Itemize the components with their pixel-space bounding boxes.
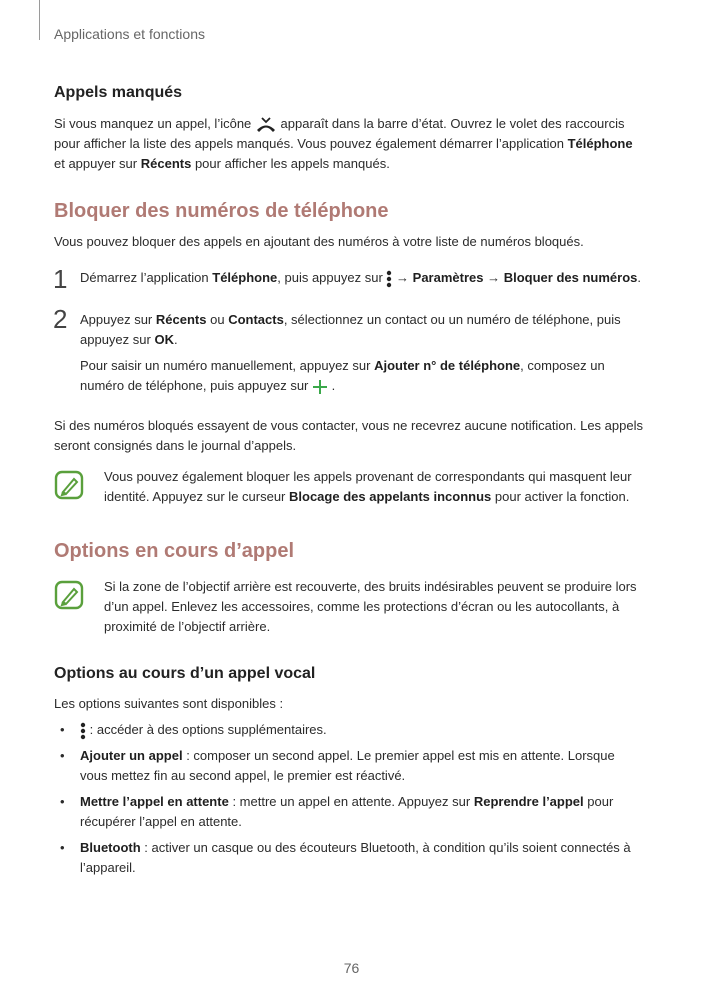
call-options-title: Options en cours d’appel	[54, 540, 295, 562]
note-icon	[54, 470, 84, 505]
step-1-text: Démarrez l’application Téléphone, puis appuyez sur → Paramètres → Bloquer des numéros.	[80, 270, 641, 285]
block-intro: Vous pouvez bloquer des appels en ajoutant des numéros à votre liste de numéros bloqués.	[54, 234, 584, 249]
block-numbers-title: Bloquer des numéros de téléphone	[54, 200, 389, 222]
chapter-title: Applications et fonctions	[54, 26, 205, 42]
step-1-number: 1	[53, 264, 68, 294]
list-item: • : accéder à des options supplémentaires.	[60, 722, 327, 737]
blocked-info-text: Si des numéros bloqués essayent de vous contacter, vous ne recevrez aucune notification. Les appels seront consignés dans le journal d’appels.	[54, 418, 643, 453]
list-item: • Ajouter un appel : composer un second appel. Le premier appel est mis en attente. Lorsque vous mettez fin au second appel, le premier est réactivé.	[60, 748, 615, 783]
page-number: 76	[343, 960, 360, 976]
add-plus-icon	[312, 378, 332, 393]
voice-options-list	[54, 720, 654, 878]
list-item: • Mettre l’appel en attente : mettre un appel en attente. Appuyez sur Reprendre l’appel pour récupérer l’appel en attente.	[60, 794, 614, 829]
missed-calls-title: Appels manqués	[54, 84, 183, 101]
header-rule	[39, 0, 40, 40]
missed-calls-text: Si vous manquez un appel, l’icône apparaît dans la barre d’état. Ouvrez le volet des raccourcis pour afficher la liste des appels manqués. Vous pouvez également démarrer l’application Téléphone et appuyer sur Récents pour afficher les appels manqués.	[54, 116, 633, 171]
step-2-text: Appuyez sur Récents ou Contacts, sélectionnez un contact ou un numéro de téléphone, puis appuyez sur OK. Pour saisir un numéro manuellement, appuyez sur Ajouter n° de téléphone, composez un numéro de téléphone, puis appuyez sur .	[80, 312, 621, 393]
voice-options-intro: Les options suivantes sont disponibles :	[54, 696, 284, 711]
more-options-icon	[80, 722, 90, 737]
step-2-number: 2	[53, 304, 68, 334]
more-options-icon	[386, 270, 396, 285]
note-icon	[54, 580, 84, 615]
voice-call-options-title: Options au cours d’un appel vocal	[54, 665, 316, 682]
block-note-text: Vous pouvez également bloquer les appels provenant de correspondants qui masquent leur identité. Appuyez sur le curseur Blocage des appelants inconnus pour activer la fonction.	[104, 469, 632, 504]
list-item: • Bluetooth : activer un casque ou des écouteurs Bluetooth, à condition qu’ils soient connectés à l’appareil.	[60, 840, 631, 875]
lens-note-text: Si la zone de l’objectif arrière est recouverte, des bruits indésirables peuvent se produire lors d’un appel. Enlevez les accessoires, comme les protections d’écran ou les autocollants, à proximité de l’objectif arrière.	[104, 579, 637, 634]
missed-call-icon	[255, 116, 281, 131]
